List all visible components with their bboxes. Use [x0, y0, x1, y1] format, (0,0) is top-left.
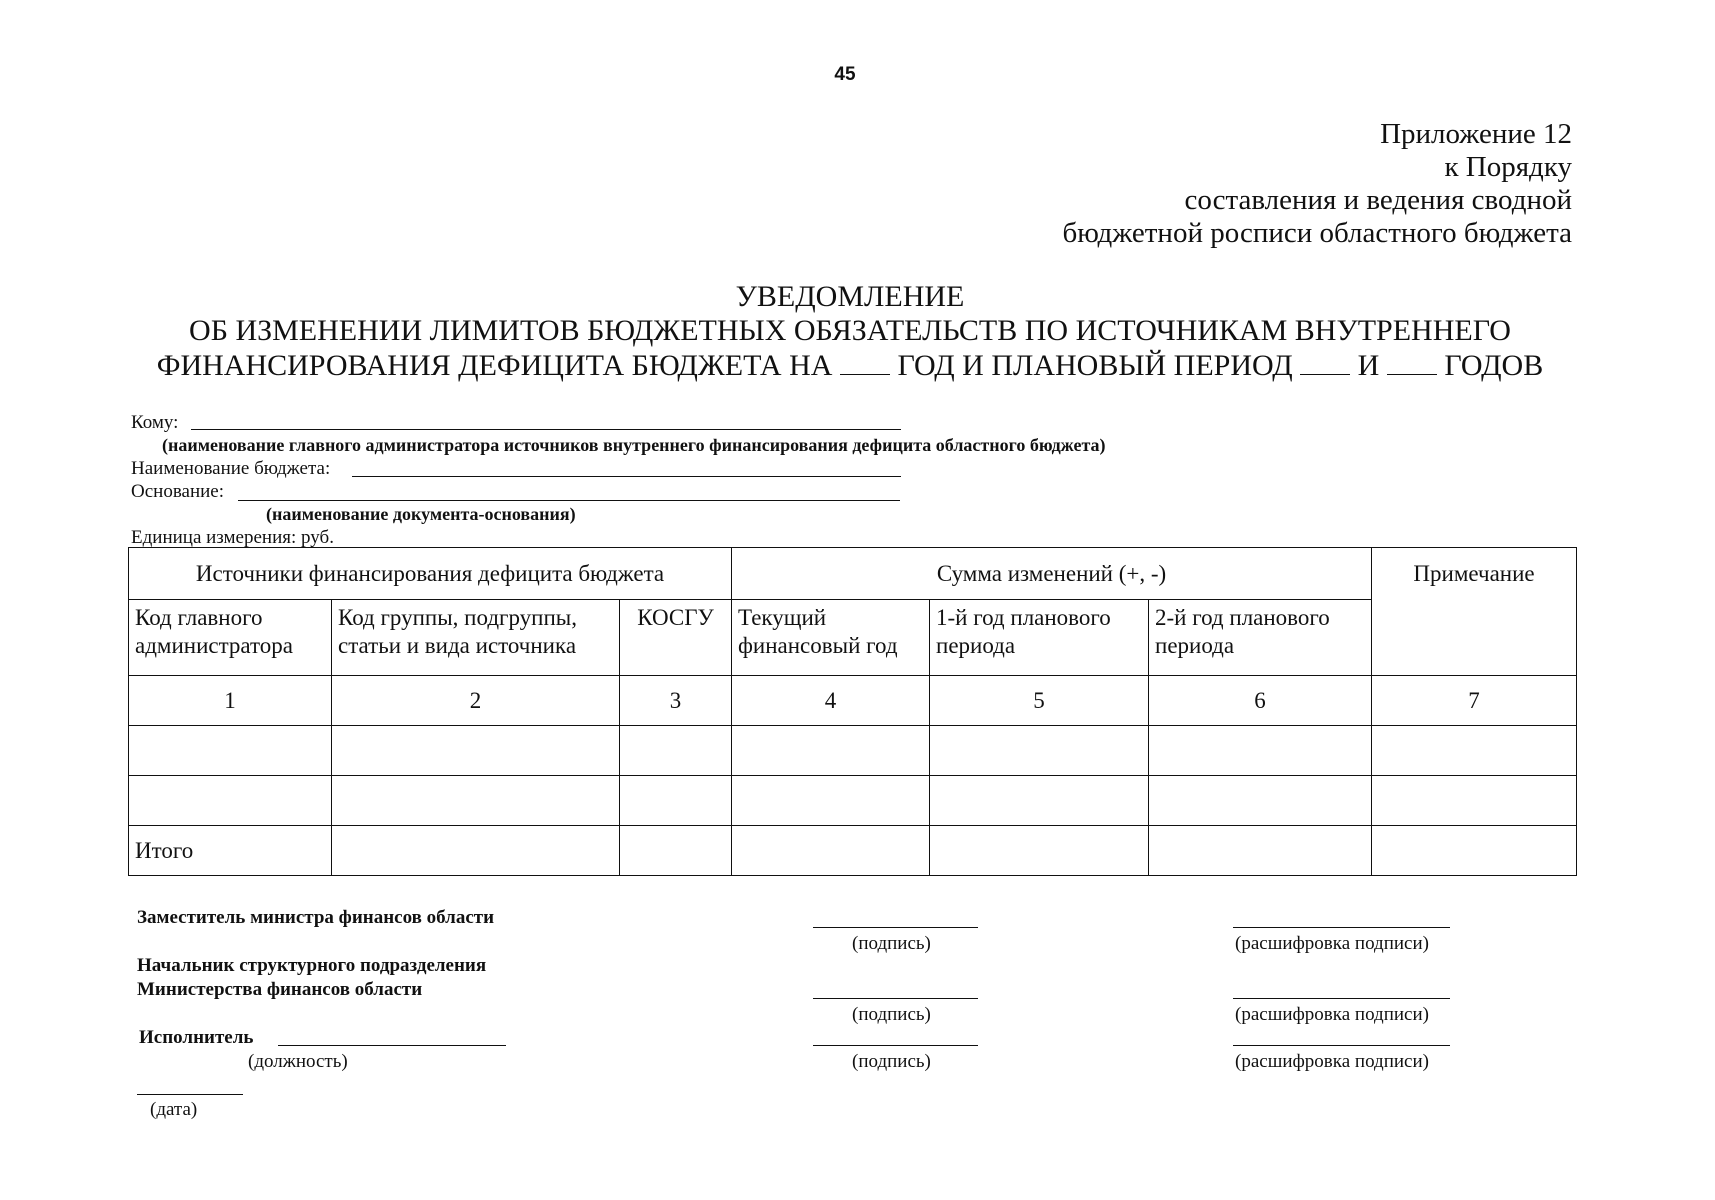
table-cell[interactable] [1372, 726, 1577, 776]
deputy-minister-label: Заместитель министра финансов области [137, 907, 495, 928]
column-number: 7 [1372, 676, 1577, 726]
table-cell[interactable] [332, 726, 620, 776]
to-label: Кому: [131, 412, 179, 433]
to-note: (наименование главного администратора источников внутреннего финансирования дефицита областного бюджета) [162, 435, 1106, 455]
executor-label: Исполнитель [139, 1027, 254, 1048]
table-row [129, 726, 1577, 776]
year-blank[interactable] [840, 350, 890, 375]
position-note: (должность) [248, 1051, 348, 1072]
table-cell[interactable] [332, 826, 620, 876]
column-number: 1 [129, 676, 332, 726]
table-cell[interactable] [930, 826, 1149, 876]
header-sum-group: Сумма изменений (+, -) [732, 548, 1372, 600]
decoding-line[interactable] [1233, 927, 1450, 928]
appendix-line: бюджетной росписи областного бюджета [1062, 217, 1572, 249]
decoding-note: (расшифровка подписи) [1235, 933, 1429, 954]
table-cell[interactable] [1149, 726, 1372, 776]
signature-note: (подпись) [852, 933, 931, 954]
year-blank[interactable] [1387, 350, 1437, 375]
signature-note: (подпись) [852, 1051, 931, 1072]
appendix-reference [1063, 118, 1572, 250]
table-cell[interactable] [732, 726, 930, 776]
table-cell[interactable] [332, 776, 620, 826]
column-number: 5 [930, 676, 1149, 726]
appendix-line: составления и ведения сводной [1184, 184, 1572, 216]
budget-name-field-line[interactable] [352, 476, 901, 477]
table-cell[interactable] [1149, 826, 1372, 876]
table-cell[interactable] [620, 826, 732, 876]
department-head-label: Министерства финансов области [137, 979, 423, 1000]
date-line[interactable] [137, 1094, 243, 1095]
column-number: 2 [332, 676, 620, 726]
total-row [129, 826, 1577, 876]
basis-label: Основание: [131, 481, 225, 502]
table-row [129, 776, 1577, 826]
header-sources-group: Источники финансирования дефицита бюджета [129, 548, 732, 600]
position-line[interactable] [278, 1045, 506, 1046]
budget-name-label: Наименование бюджета: [131, 458, 331, 479]
table-cell[interactable] [732, 776, 930, 826]
basis-note: (наименование документа-основания) [266, 504, 576, 524]
table-cell[interactable] [129, 776, 332, 826]
signature-note: (подпись) [852, 1004, 931, 1025]
document-title: УВЕДОМЛЕНИЕ [735, 280, 965, 313]
table-cell[interactable] [930, 726, 1149, 776]
basis-field-line[interactable] [238, 500, 900, 501]
header-admin-code: Код главного администратора [129, 600, 332, 676]
table-cell[interactable] [732, 826, 930, 876]
document-subtitle-period: ФИНАНСИРОВАНИЯ ДЕФИЦИТА БЮДЖЕТА НА ГОД И ПЛАНОВЫЙ ПЕРИОД И ГОДОВ [156, 349, 1544, 382]
header-kosgu: КОСГУ [620, 600, 732, 676]
budget-table [128, 547, 1577, 876]
document-subtitle: ОБ ИЗМЕНЕНИИ ЛИМИТОВ БЮДЖЕТНЫХ ОБЯЗАТЕЛЬСТВ ПО ИСТОЧНИКАМ ВНУТРЕННЕГО [189, 314, 1511, 347]
header-group-code: Код группы, подгруппы, статьи и вида источника [332, 600, 620, 676]
table-cell[interactable] [129, 726, 332, 776]
decoding-note: (расшифровка подписи) [1235, 1004, 1429, 1025]
table-cell[interactable] [1372, 826, 1577, 876]
table-cell[interactable] [1372, 776, 1577, 826]
header-note: Примечание [1372, 548, 1577, 676]
page-number: 45 [834, 64, 856, 85]
column-number: 3 [620, 676, 732, 726]
signature-line[interactable] [813, 927, 978, 928]
column-number: 4 [732, 676, 930, 726]
year-blank[interactable] [1300, 350, 1350, 375]
signature-line[interactable] [813, 998, 978, 999]
decoding-note: (расшифровка подписи) [1235, 1051, 1429, 1072]
table-cell[interactable] [620, 726, 732, 776]
decoding-line[interactable] [1233, 1045, 1450, 1046]
table-cell[interactable] [1149, 776, 1372, 826]
signature-line[interactable] [813, 1045, 978, 1046]
date-note: (дата) [150, 1099, 198, 1120]
to-field-line[interactable] [191, 429, 901, 430]
column-number: 6 [1149, 676, 1372, 726]
total-label: Итого [129, 826, 332, 876]
appendix-line: Приложение 12 [1380, 118, 1572, 150]
header-plan-year-2: 2-й год планового периода [1149, 600, 1372, 676]
unit-label: Единица измерения: руб. [131, 527, 334, 548]
decoding-line[interactable] [1233, 998, 1450, 999]
table-cell[interactable] [930, 776, 1149, 826]
header-plan-year-1: 1-й год планового периода [930, 600, 1149, 676]
appendix-line: к Порядку [1444, 151, 1572, 183]
header-current-year: Текущий финансовый год [732, 600, 930, 676]
table-cell[interactable] [620, 776, 732, 826]
department-head-label: Начальник структурного подразделения [137, 955, 487, 976]
